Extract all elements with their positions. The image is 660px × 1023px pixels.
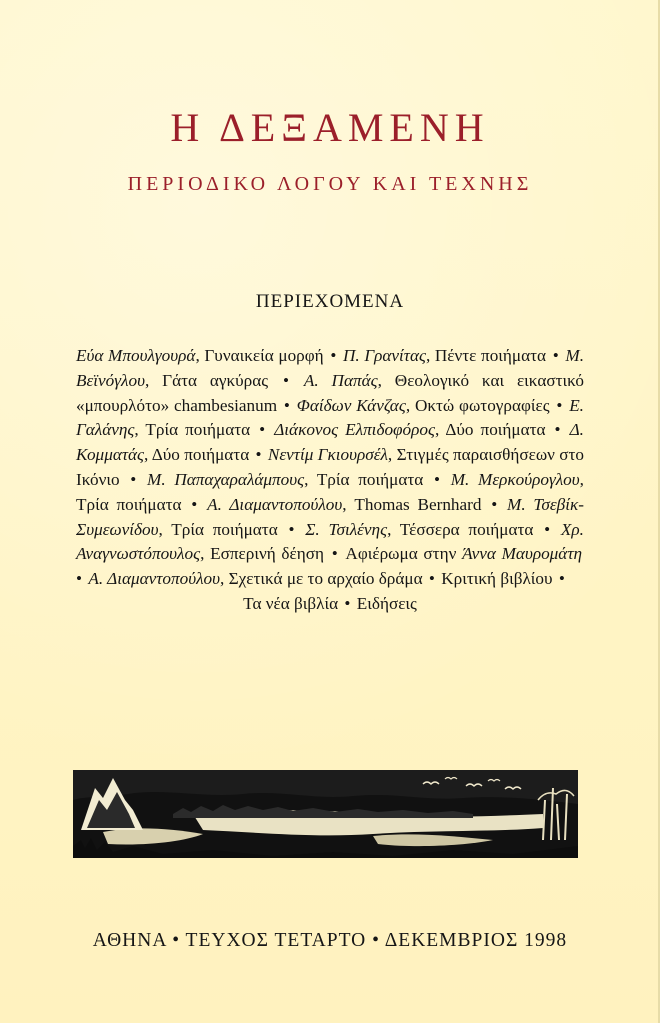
contents-entry: Σ. Τσιλένης, Τέσσερα ποιήματα [305,519,534,539]
entry-title: Τρία ποιήματα [171,519,278,539]
contents-entry: Εύα Μπουλγουρά, Γυναικεία μορφή [76,346,324,365]
contents-entry: Μ. Μερκούρογλου, Τρία ποιήματα [76,469,584,514]
entry-title: Γάτα αγκύρας [162,370,269,390]
entry-author: Σ. Τσιλένης [305,519,388,539]
bullet-separator: • [547,420,568,440]
entry-author: Π. Γρανίτας [342,346,426,365]
contents-entry: Α. Διαμαντοπούλου, Σχετικά με το αρχαίο δράμα [88,569,423,589]
contents-entry: Χρ. Αναγνωστόπουλος, Εσπερινή δέηση [76,519,584,564]
entry-title: Τρία ποιήματα [316,469,424,489]
bullet-separator: • [548,346,564,365]
bullet-separator: • [424,569,440,589]
contents-entry: Φαίδων Κάνζας, Οκτώ φωτογραφίες [296,395,550,415]
contents-entry [357,594,417,613]
entry-title: Θεολογικό και εικαστικό «μπουρλότο» chambesianum [76,370,584,415]
entry-author: Νεντίμ Γκιουρσέλ [267,445,388,465]
entry-author: Εύα Μπουλγουρά [76,346,196,365]
entry-title: Εσπερινή δέηση [210,544,324,564]
table-of-contents [76,344,584,617]
entry-author: Μ. Τσεβίκ-Συμεωνίδου [76,494,584,539]
entry-title: Ειδήσεις [356,593,417,613]
entry-author: Μ. Παπαχαραλάμπους [147,469,305,489]
bullet-separator: • [76,569,87,589]
entry-author: Α. Παπάς [303,370,378,390]
bullet-separator: • [183,494,206,514]
bullet-separator: • [251,445,266,465]
bullet-separator: • [279,395,295,415]
contents-text [76,346,584,588]
contents-entry: Νεντίμ Γκιουρσέλ, Στιγμές παραισθήσεων στο Ικόνιο [76,445,585,489]
issue-footer: ΑΘΗΝΑ • ΤΕΥΧΟΣ ΤΕΤΑΡΤΟ • ΔΕΚΕΜΒΡΙΟΣ 1998 [92,930,568,951]
magazine-subtitle: ΠΕΡΙΟΔΙΚΟ ΛΟΓΟΥ ΚΑΙ ΤΕΧΝΗΣ [127,173,533,195]
entry-author: Α. Διαμαντοπούλου [207,494,343,514]
entry-title: Τρία ποιήματα [145,420,251,440]
contents-heading: ΠΕΡΙΕΧΟΜΕΝΑ [255,291,405,312]
bullet-separator: • [483,494,506,514]
entry-prefix: Αφιέρωμα στην [345,544,463,564]
entry-title: Δύο ποιήματα [445,420,546,440]
entry-title: Κριτική βιβλίου [441,569,553,589]
entry-title: Δύο ποιήματα [151,445,250,465]
entry-author: Χρ. Αναγνωστόπουλος [76,519,584,564]
landscape-woodcut-illustration [73,770,578,858]
bullet-separator: • [551,395,568,415]
bullet-separator: • [425,469,449,489]
contents-entry: Π. Γρανίτας, Πέντε ποιήματα [342,346,547,365]
entry-author: Α. Διαμαντοπούλου [88,569,221,589]
bullet-separator: • [252,420,273,440]
contents-entry: Μ. Τσεβίκ-Συμεωνίδου, Τρία ποιήματα [76,494,584,539]
entry-title: Τέσσερα ποιήματα [399,519,534,539]
contents-entry [243,594,338,613]
entry-title: Thomas Bernhard [354,494,482,514]
entry-author: Διάκονος Ελπιδοφόρος [274,420,435,440]
bullet-separator: • [340,593,355,613]
contents-entry: Μ. Βεϊνόγλου, Γάτα αγκύρας [76,346,584,390]
bullet-separator: • [554,569,565,589]
bullet-separator: • [325,346,341,365]
bullet-separator: • [270,370,302,390]
bullet-separator: • [279,519,304,539]
contents-last-line [76,592,584,617]
entry-author: Μ. Βεϊνόγλου [76,346,584,390]
entry-title: Τα νέα βιβλία [243,593,339,613]
contents-entry: Α. Παπάς, Θεολογικό και εικαστικό «μπουρλότο» chambesianum [76,370,584,415]
bullet-separator: • [325,544,344,564]
bullet-separator: • [535,519,559,539]
entry-title: Οκτώ φωτογραφίες [414,395,550,415]
entry-title: Γυναικεία μορφή [204,346,324,365]
entry-title: Σχετικά με το αρχαίο δράμα [228,569,423,589]
bullet-separator: • [121,469,146,489]
contents-entry [441,569,552,588]
contents-entry [345,544,582,563]
entry-author: Φαίδων Κάνζας [296,395,406,415]
entry-author: Άννα Μαυρομάτη [462,544,582,564]
entry-author: Ε. Γαλάνης [76,395,584,440]
entry-author: Δ. Κομματάς [76,420,584,465]
entry-title: Στιγμές παραισθήσεων στο Ικόνιο [76,445,585,489]
entry-title: Τρία ποιήματα [76,494,182,514]
contents-entry: Διάκονος Ελπιδοφόρος, Δύο ποιήματα [274,420,546,440]
contents-entry: Μ. Παπαχαραλάμπους, Τρία ποιήματα [147,469,424,489]
magazine-title: Η ΔΕΞΑΜΕΝΗ [170,105,490,150]
entry-title: Πέντε ποιήματα [434,346,547,365]
entry-author: Μ. Μερκούρογλου [450,469,580,489]
contents-entry: Ε. Γαλάνης, Τρία ποιήματα [76,395,584,440]
contents-entry: Α. Διαμαντοπούλου, Thomas Bernhard [207,494,482,514]
contents-entry: Δ. Κομματάς, Δύο ποιήματα [76,420,584,465]
